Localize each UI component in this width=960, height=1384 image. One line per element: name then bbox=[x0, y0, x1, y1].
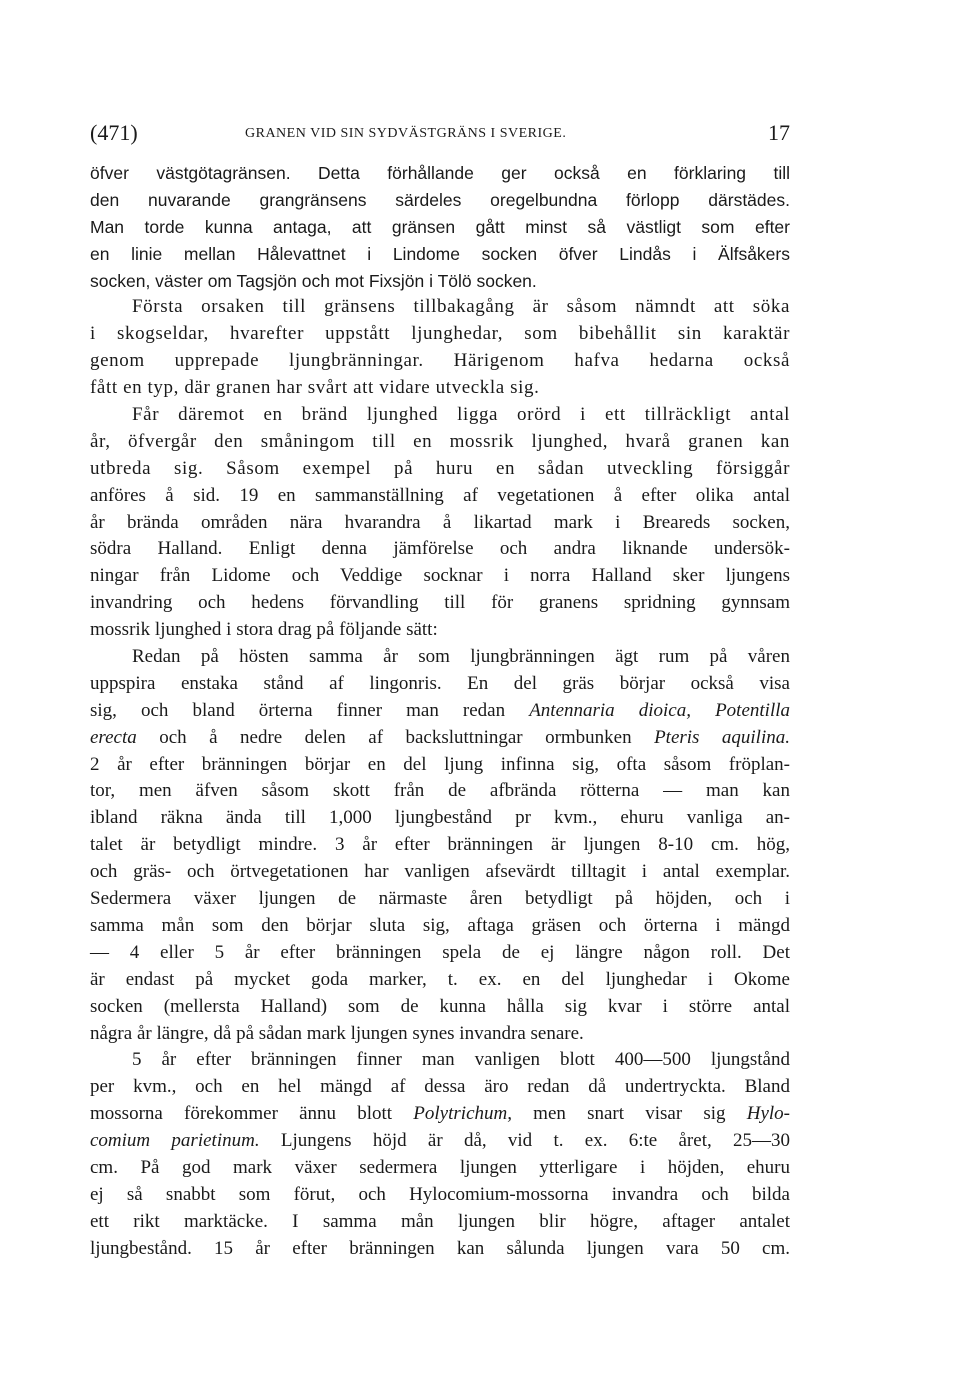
text-line: invandring och hedens förvandling till för granens spridning gynnsam bbox=[90, 592, 790, 614]
text-line: cm. På god mark växer sedermera ljungen ytterligare i höjden, ehuru bbox=[90, 1156, 790, 1178]
text-run: Ljungens höjd är då, vid t. ex. 6:te året, 25—30 bbox=[259, 1130, 790, 1152]
page-number: 17 bbox=[768, 120, 790, 145]
text-line: utbreda sig. Såsom exempel på huru en sådan utveckling försiggår bbox=[90, 457, 790, 479]
text-line: genom upprepade ljungbränningar. Härigenom hafva hedarna också bbox=[90, 350, 790, 372]
text-line bbox=[90, 698, 790, 725]
text-line: samma mån som den börjar sluta sig, aftaga gräsen och örterna i mängd bbox=[90, 914, 790, 936]
species-name-italic: comium parietinum. bbox=[90, 1130, 260, 1152]
text-line bbox=[90, 1101, 790, 1128]
text-line: i skogseldar, hvarefter uppstått ljunghedar, som bibehållit sin karaktär bbox=[90, 323, 790, 345]
species-name-italic: Hylo- bbox=[746, 1103, 790, 1125]
text-line: södra Halland. Enligt denna jämförelse och andra liknande undersök- bbox=[90, 538, 790, 560]
text-line: per kvm., och en hel mängd af dessa äro redan då undertryckta. Bland bbox=[90, 1076, 790, 1098]
text-line bbox=[90, 1128, 790, 1155]
page-number-bracketed: (471) bbox=[90, 120, 138, 145]
text-line: några år längre, då på sådan mark ljungen synes invandra senare. bbox=[90, 1022, 584, 1044]
text-line: och gräs- och örtvegetationen har vanligen afsevärdt tilltagit i antal exemplar. bbox=[90, 861, 790, 883]
text-line bbox=[90, 725, 790, 752]
text-line: Får däremot en bränd ljunghed ligga orörd i ett tillräckligt antal bbox=[132, 404, 790, 426]
text-line: ej så snabbt som förut, och Hylocomium-mossorna invandra och bilda bbox=[90, 1183, 790, 1205]
text-line: talet är betydligt mindre. 3 år efter bränningen är ljungen 8-10 cm. hög, bbox=[90, 834, 790, 856]
text-line: år, öfvergår den småningom till en mossrik ljunghed, hvarå granen kan bbox=[90, 430, 790, 452]
text-line: uppspira enstaka stånd af lingonris. En del gräs börjar också visa bbox=[90, 672, 790, 694]
text-line: öfver västgötagränsen. Detta förhållande ger också en förklaring till bbox=[90, 163, 790, 183]
text-line: Redan på hösten samma år som ljungbränningen ägt rum på våren bbox=[132, 646, 790, 668]
text-line: socken (mellersta Halland) som de kunna hålla sig kvar i större antal bbox=[90, 995, 790, 1017]
text-line: är endast på mycket goda marker, t. ex. en del ljunghedar i Okome bbox=[90, 968, 790, 990]
text-line: fått en typ, där granen har svårt att vidare utveckla sig. bbox=[90, 377, 540, 399]
text-line: — 4 eller 5 år efter bränningen spela de ej längre någon roll. Det bbox=[90, 941, 790, 963]
text-line: 2 år efter bränningen börjar en del ljung infinna sig, ofta såsom fröplan- bbox=[90, 753, 790, 775]
species-name-italic: Antennaria dioica, Potentilla bbox=[529, 699, 791, 721]
text-line: Sedermera växer ljungen de närmaste åren betydligt på höjden, och i bbox=[90, 888, 790, 910]
text-line: ningar från Lidome och Veddige socknar i norra Halland sker ljungens bbox=[90, 565, 790, 587]
text-line: 5 år efter bränningen finner man vanligen blott 400—500 ljungstånd bbox=[132, 1049, 790, 1071]
text-line: den nuvarande grangränsens särdeles oregelbundna förlopp därstädes. bbox=[90, 189, 790, 210]
body-text bbox=[90, 160, 790, 1263]
text-line: anföres å sid. 19 en sammanställning af vegetationen å efter olika antal bbox=[90, 484, 790, 506]
text-run: sig, och bland örterna finner man redan bbox=[90, 699, 530, 721]
running-title: GRANEN VID SIN SYDVÄSTGRÄNS I SVERIGE. bbox=[245, 126, 567, 141]
text-line: socken, väster om Tagsjön och mot Fixsjön i Tölö socken. bbox=[90, 270, 537, 291]
species-name-italic: erecta bbox=[90, 726, 137, 748]
text-run: och å nedre delen af backsluttningar ormbunken bbox=[136, 726, 655, 748]
text-line: Man torde kunna antaga, att gränsen gått minst så västligt som efter bbox=[90, 216, 790, 237]
species-name-italic: Pteris aquilina. bbox=[654, 726, 790, 748]
text-line: tor, men äfven såsom skott från de afbrända rötterna — man kan bbox=[90, 780, 790, 802]
text-line: Första orsaken till gränsens tillbakagång är såsom nämndt att söka bbox=[132, 296, 790, 318]
text-line: ljungbestånd. 15 år efter bränningen kan sålunda ljungen vara 50 cm. bbox=[90, 1237, 790, 1259]
text-line: ibland räkna ända till 1,000 ljungbestånd pr kvm., ehuru vanliga an- bbox=[90, 807, 790, 829]
text-run: men snart visar sig bbox=[511, 1103, 747, 1125]
text-line: en linie mellan Hålevattnet i Lindome socken öfver Lindås i Älfsåkers bbox=[90, 243, 790, 264]
running-header bbox=[90, 120, 790, 152]
text-run: mossorna förekommer ännu blott bbox=[90, 1103, 414, 1125]
species-name-italic: Polytrichum, bbox=[413, 1103, 512, 1125]
text-line: ett rikt marktäcke. I samma mån ljungen blir högre, aftager antalet bbox=[90, 1210, 790, 1232]
text-line: år brända områden nära hvarandra å likartad mark i Breareds socken, bbox=[90, 511, 790, 533]
text-line: mossrik ljunghed i stora drag på följande sätt: bbox=[90, 619, 438, 641]
